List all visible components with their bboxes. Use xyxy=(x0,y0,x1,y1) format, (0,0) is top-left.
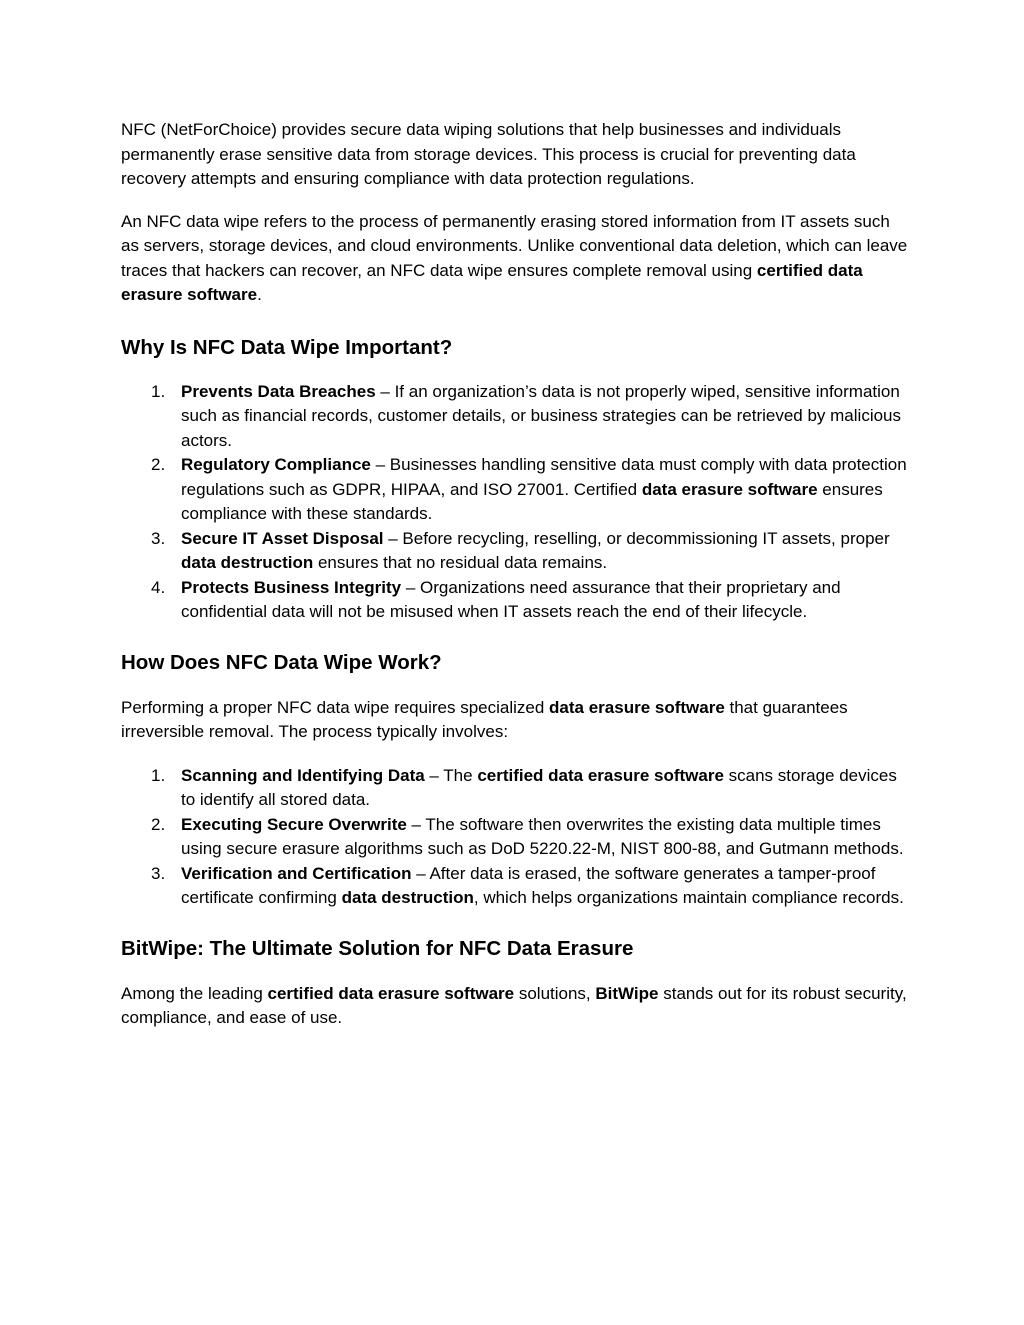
bitwipe-paragraph: Among the leading certified data erasure software solutions, BitWipe stands out for its robust security, compliance, and ease of use. xyxy=(121,983,907,1027)
bold-term: data erasure software xyxy=(641,479,818,499)
process-steps-list xyxy=(121,764,911,911)
bold-term: Verification and Certification xyxy=(181,863,412,883)
document-body xyxy=(121,118,911,1031)
intro-paragraph-2: An NFC data wipe refers to the process of permanently erasing stored information from IT assets such as servers, storage devices, and cloud environments. Unlike conventional data deletion, which can leave traces that hackers can recover, an NFC data wipe ensures complete removal using certified data erasure software. xyxy=(121,211,908,304)
list-item-number: 2. xyxy=(151,455,166,474)
section-heading-importance: Why Is NFC Data Wipe Important? xyxy=(121,335,453,359)
bold-term: Regulatory Compliance xyxy=(181,455,371,474)
list-item-number: 1. xyxy=(151,381,166,401)
list-item-number: 3. xyxy=(151,528,166,548)
bold-term: data destruction xyxy=(181,553,314,572)
bold-term: data erasure software xyxy=(549,697,725,717)
list-item: 3. Verification and Certification – After data is erased, the software generates a tamper-proof certificate confirming data destruction, which helps organizations maintain compliance records. xyxy=(151,863,904,907)
list-item-number: 2. xyxy=(151,814,166,834)
bold-term: certified data erasure software xyxy=(477,765,724,785)
intro-paragraph-1: NFC (NetForChoice) provides secure data wiping solutions that help businesses and individuals permanently erase sensitive data from storage devices. This process is crucial for preventing data recovery attempts and ensuring compliance with data protection regulations. xyxy=(121,120,856,188)
bold-term: Secure IT Asset Disposal xyxy=(181,528,384,548)
list-item-number: 3. xyxy=(151,863,166,883)
list-item-number: 1. xyxy=(151,765,166,785)
bold-term: Scanning and Identifying Data xyxy=(181,765,425,785)
list-item: 3. Secure IT Asset Disposal – Before recycling, reselling, or decommissioning IT assets, proper data destruction ensures that no residual data remains. xyxy=(151,528,890,572)
bold-term: BitWipe xyxy=(595,983,659,1003)
bold-term: Prevents Data Breaches xyxy=(181,381,376,401)
bold-term: Protects Business Integrity xyxy=(181,577,402,597)
section-heading-bitwipe: BitWipe: The Ultimate Solution for NFC Data Erasure xyxy=(121,936,634,960)
list-item-number: 4. xyxy=(151,577,166,597)
list-item: 1. Scanning and Identifying Data – The certified data erasure software scans storage devices to identify all stored data. xyxy=(151,765,897,809)
bold-term: Executing Secure Overwrite xyxy=(181,814,407,834)
bold-term: certified data erasure software xyxy=(267,983,515,1003)
bold-term: certified data erasure software xyxy=(121,260,863,304)
list-item: 1. Prevents Data Breaches – If an organization’s data is not properly wiped, sensitive information such as financial records, customer details, or business strategies can be retrieved by malicious actors. xyxy=(151,381,902,450)
importance-list xyxy=(121,380,911,625)
bold-term: data destruction xyxy=(341,888,474,907)
list-item: 2. Regulatory Compliance – Businesses handling sensitive data must comply with data protection regulations such as GDPR, HIPAA, and ISO 27001. Certified data erasure software ensures compliance with these standards. xyxy=(151,455,907,523)
section-heading-process: How Does NFC Data Wipe Work? xyxy=(121,650,442,674)
list-item: 4. Protects Business Integrity – Organizations need assurance that their proprietary and confidential data will not be misused when IT assets reach the end of their lifecycle. xyxy=(151,577,841,621)
list-item: 2. Executing Secure Overwrite – The software then overwrites the existing data multiple times using secure erasure algorithms such as DoD 5220.22-M, NIST 800-88, and Gutmann methods. xyxy=(151,814,904,858)
process-intro-paragraph: Performing a proper NFC data wipe requires specialized data erasure software that guarantees irreversible removal. The process typically involves: xyxy=(121,697,848,741)
